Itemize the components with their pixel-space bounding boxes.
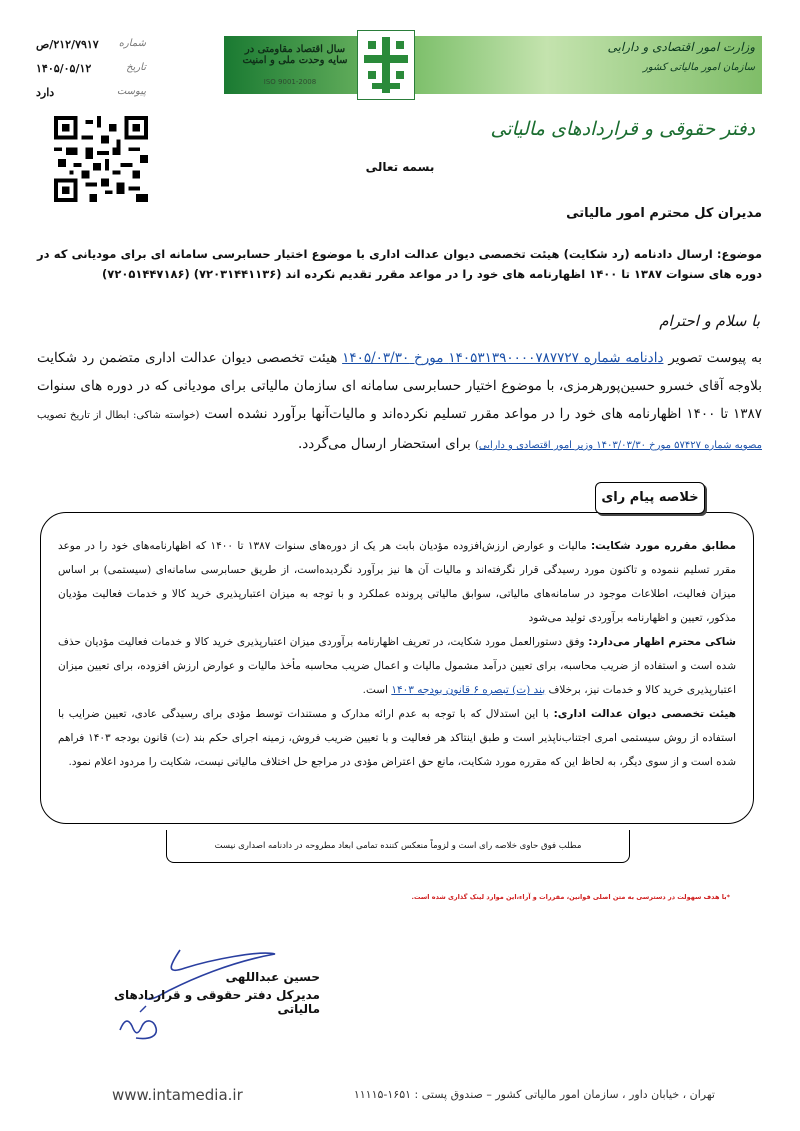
summary-p2-tail: است. [362, 684, 388, 696]
letter-body [37, 344, 762, 460]
slogan: سال اقتصاد مقاومتی در سایه وحدت ملی و امنیت [242, 44, 348, 66]
signatory-role: مدیرکل دفتر حقوقی و قراردادهای مالیاتی [114, 988, 320, 1016]
summary-p3-head: هیئت تخصصی دیوان عدالت اداری: [553, 708, 736, 720]
organization-name: سازمان امور مالیاتی کشور [643, 62, 755, 73]
summary-p2-text: وفق دستورالعمل مورد شکایت، در تعریف اظهارنامه برآوردی میزان اعتبارپذیری خرید کالا و خدمات فعالیت مؤدیان حذف شده است و استفاده از ضریب محاسبه، برای تعیین درآمد مشمول مالیات و اعمال ضریب محاسبه مأخذ مالیات و عوارض ارزش افزوده، برای تعیین میزان اعتبارپذیری خرید کالا و خدمات نیز، برخلاف [58, 636, 736, 696]
meta-value: دارد [36, 86, 55, 99]
greeting: با سلام و احترام [659, 312, 760, 330]
body-small-prefix: (خواسته شاکی: ابطال از تاریخ تصویب [37, 410, 200, 421]
letter-number [36, 38, 146, 51]
letter-subject: موضوع: ارسال دادنامه (رد شکایت) هیئت تخصصی دیوان عدالت اداری با موضوع اختیار حسابرسی سامانه ای برای مودیانی که در دوره های سنوات ۱۳۸۷ تا ۱۴۰۰ اظهارنامه های خود را در مواعد مقرر تقدیم نکرده اند (۷۲۰۳۱۴۴۱۱۳۶) (۷۲۰۵۱۴۴۷۱۸۶) [37, 247, 762, 281]
letter-title: بسمه تعالی [365, 160, 435, 174]
meta-value: ۲۱۲/۷۹۱۷/ص [36, 38, 99, 51]
meta-label: شماره [118, 38, 146, 49]
meta-label: تاریخ [126, 62, 146, 73]
summary-text [58, 534, 736, 774]
verdict-link[interactable]: دادنامه شماره ۱۴۰۵۳۱۳۹۰۰۰۰۷۸۷۷۲۷ مورخ ۱۴۰۵/۰۳/۳۰ [342, 350, 664, 366]
meta-label: پیوست [116, 86, 146, 97]
link-disclaimer: *با هدف سهولت در دسترسی به متن اصلی قوانین، مقررات و آراء،این موارد لینک گذاری شده است. [411, 893, 730, 901]
organization-logo-icon [357, 30, 415, 100]
addressee: مدیران کل محترم امور مالیاتی [566, 206, 762, 221]
summary-p1-head: مطابق مقرره مورد شکایت: [590, 540, 736, 552]
summary-note: مطلب فوق حاوی خلاصه رای است و لزوماً منعکس کننده تمامی ابعاد مطروحه در دادنامه اصداری نیست [166, 830, 630, 863]
meta-value: ۱۴۰۵/۰۵/۱۲ [36, 62, 92, 75]
signatory-name: حسین عبداللهی [225, 970, 320, 984]
body-small-suffix: ) [475, 440, 479, 451]
office-name: دفتر حقوقی و قراردادهای مالیاتی [490, 118, 755, 140]
summary-p2-head: شاکی محترم اظهار می‌دارد: [588, 636, 736, 648]
footer-address: تهران ، خیابان داور ، سازمان امور مالیاتی کشور – صندوق پستی : ۱۶۵۱-۱۱۱۱۵ [353, 1088, 715, 1101]
summary-tab-button[interactable]: خلاصه پیام رای [595, 482, 705, 514]
body-prefix: به پیوست تصویر [668, 350, 762, 366]
footer-website[interactable]: www.intamedia.ir [112, 1086, 243, 1104]
summary-p1-text: مالیات و عوارض ارزش‌افزوده مؤدیان بابت هر یک از دوره‌های سنوات ۱۳۸۷ تا ۱۴۰۰ که اظهارنامه‌های خود را در موعد مقرر تسلیم ننموده و تاکنون مورد رسیدگی قرار نگرفته‌اند و مالیات آن ها نیز برآورد نگردیده‌است، از طریق حسابرسی سامانه‌ای (سیستمی) بر اساس میزان فعالیت، اطلاعات موجود در سامانه‌های مالیاتی، سوابق مالیاتی پرونده عملکرد و با توجه به میزان اعتبارپذیری خرید کالا و خدمات فعالیت مؤدیان مذکور، تعیین و اظهارنامه برآوردی تولید می‌شود [58, 540, 736, 624]
body-end: برای استحضار ارسال می‌گردد. [297, 436, 471, 452]
resolution-link[interactable]: مصوبه شماره ۵۷۴۲۷ مورخ ۱۴۰۳/۰۳/۳۰ وزیر امور اقتصادی و دارایی [478, 440, 762, 451]
letter-attachment [36, 86, 146, 99]
ministry-name: وزارت امور اقتصادی و دارایی [607, 40, 755, 54]
body-mid: هیئت تخصصی دیوان عدالت اداری متضمن رد شکایت بلاوجه آقای خسرو حسین‌پورهرمزی، با موضوع اختیار حسابرسی سامانه ای سازمان مالیاتی برای مودیانی که در دوره های سنوات ۱۳۸۷ تا ۱۴۰۰ اظهارنامه های خود را در مواعد مقرر تسلیم نکرده‌اند و مالیات‌آنها برآورد نشده است [37, 350, 763, 422]
summary-p3-text: با این استدلال که با توجه به عدم ارائه مدارک و مستندات توسط مؤدی برای رسیدگی عادی، تعیین ضرایب با استفاده از روش سیستمی امری اجتناب‌ناپذیر است و طبق اینتاکد هر فعالیت و با تعیین ضریب فروش، زمینه اجرای حکم بند (ت) قانون بودجه ۱۴۰۳ فراهم شده است و از سوی دیگر، به لحاظ این که مقرره مورد شکایت، مانع حق اعتراض مؤدی در مراجع حل اختلاف مالیاتی نیست، شکایت را مردود اعلام نمود. [58, 708, 737, 768]
qr-code-icon[interactable] [53, 116, 149, 202]
iso-label: ISO 9001-2008 [263, 78, 317, 86]
letter-date [36, 62, 146, 75]
budget-law-link[interactable]: بند (ت) تبصره ۶ قانون بودجه ۱۴۰۳ [391, 684, 546, 696]
